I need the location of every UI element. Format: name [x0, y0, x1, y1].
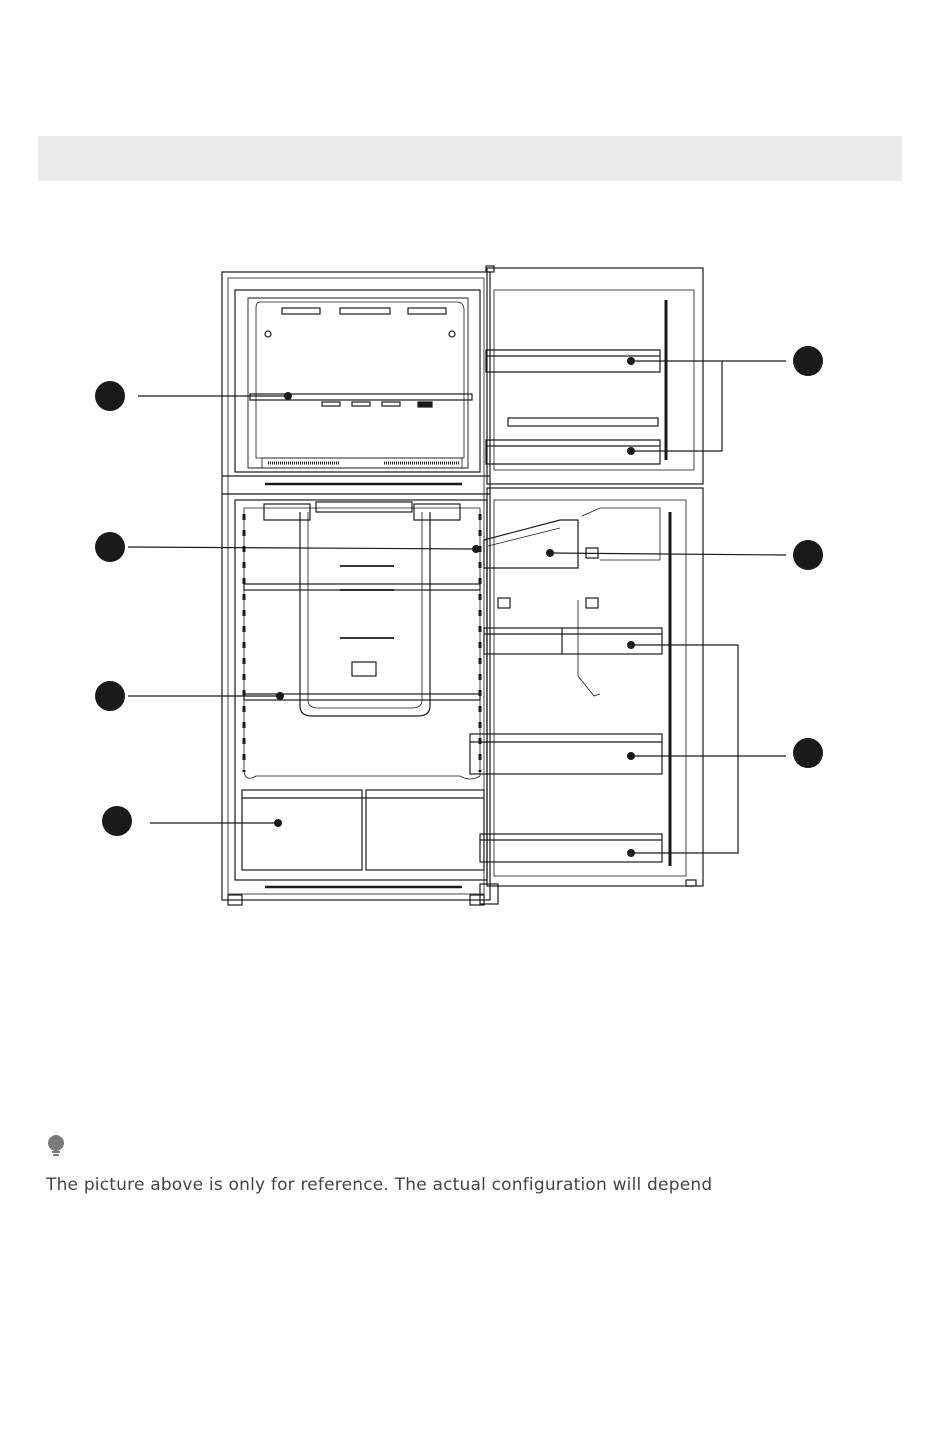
freezer-shelf — [250, 394, 472, 400]
callout-lines — [128, 361, 786, 853]
reference-note: The picture above is only for reference. The actual configuration will depend — [46, 1175, 713, 1195]
fridge-door-shelf-3 — [480, 834, 662, 862]
cabinet-outline — [222, 272, 490, 900]
callout-marker-door-shelves — [793, 738, 823, 768]
callout-dots — [274, 357, 635, 857]
callout-marker-fridge-shelf — [95, 681, 125, 711]
freezer-compartment — [235, 290, 480, 472]
crisper-drawer-left — [242, 790, 362, 870]
callout-marker-freezer-door-shelves — [793, 346, 823, 376]
callout-marker-fridge-light — [95, 532, 125, 562]
dairy-compartment — [484, 520, 578, 568]
crisper-drawer-right — [366, 790, 484, 870]
fridge-door-shelf-1 — [484, 628, 662, 654]
callout-marker-freezer-shelf — [95, 381, 125, 411]
lightbulb-icon — [46, 1134, 66, 1158]
callout-marker-crisper — [102, 806, 132, 836]
callout-marker-dairy — [793, 540, 823, 570]
